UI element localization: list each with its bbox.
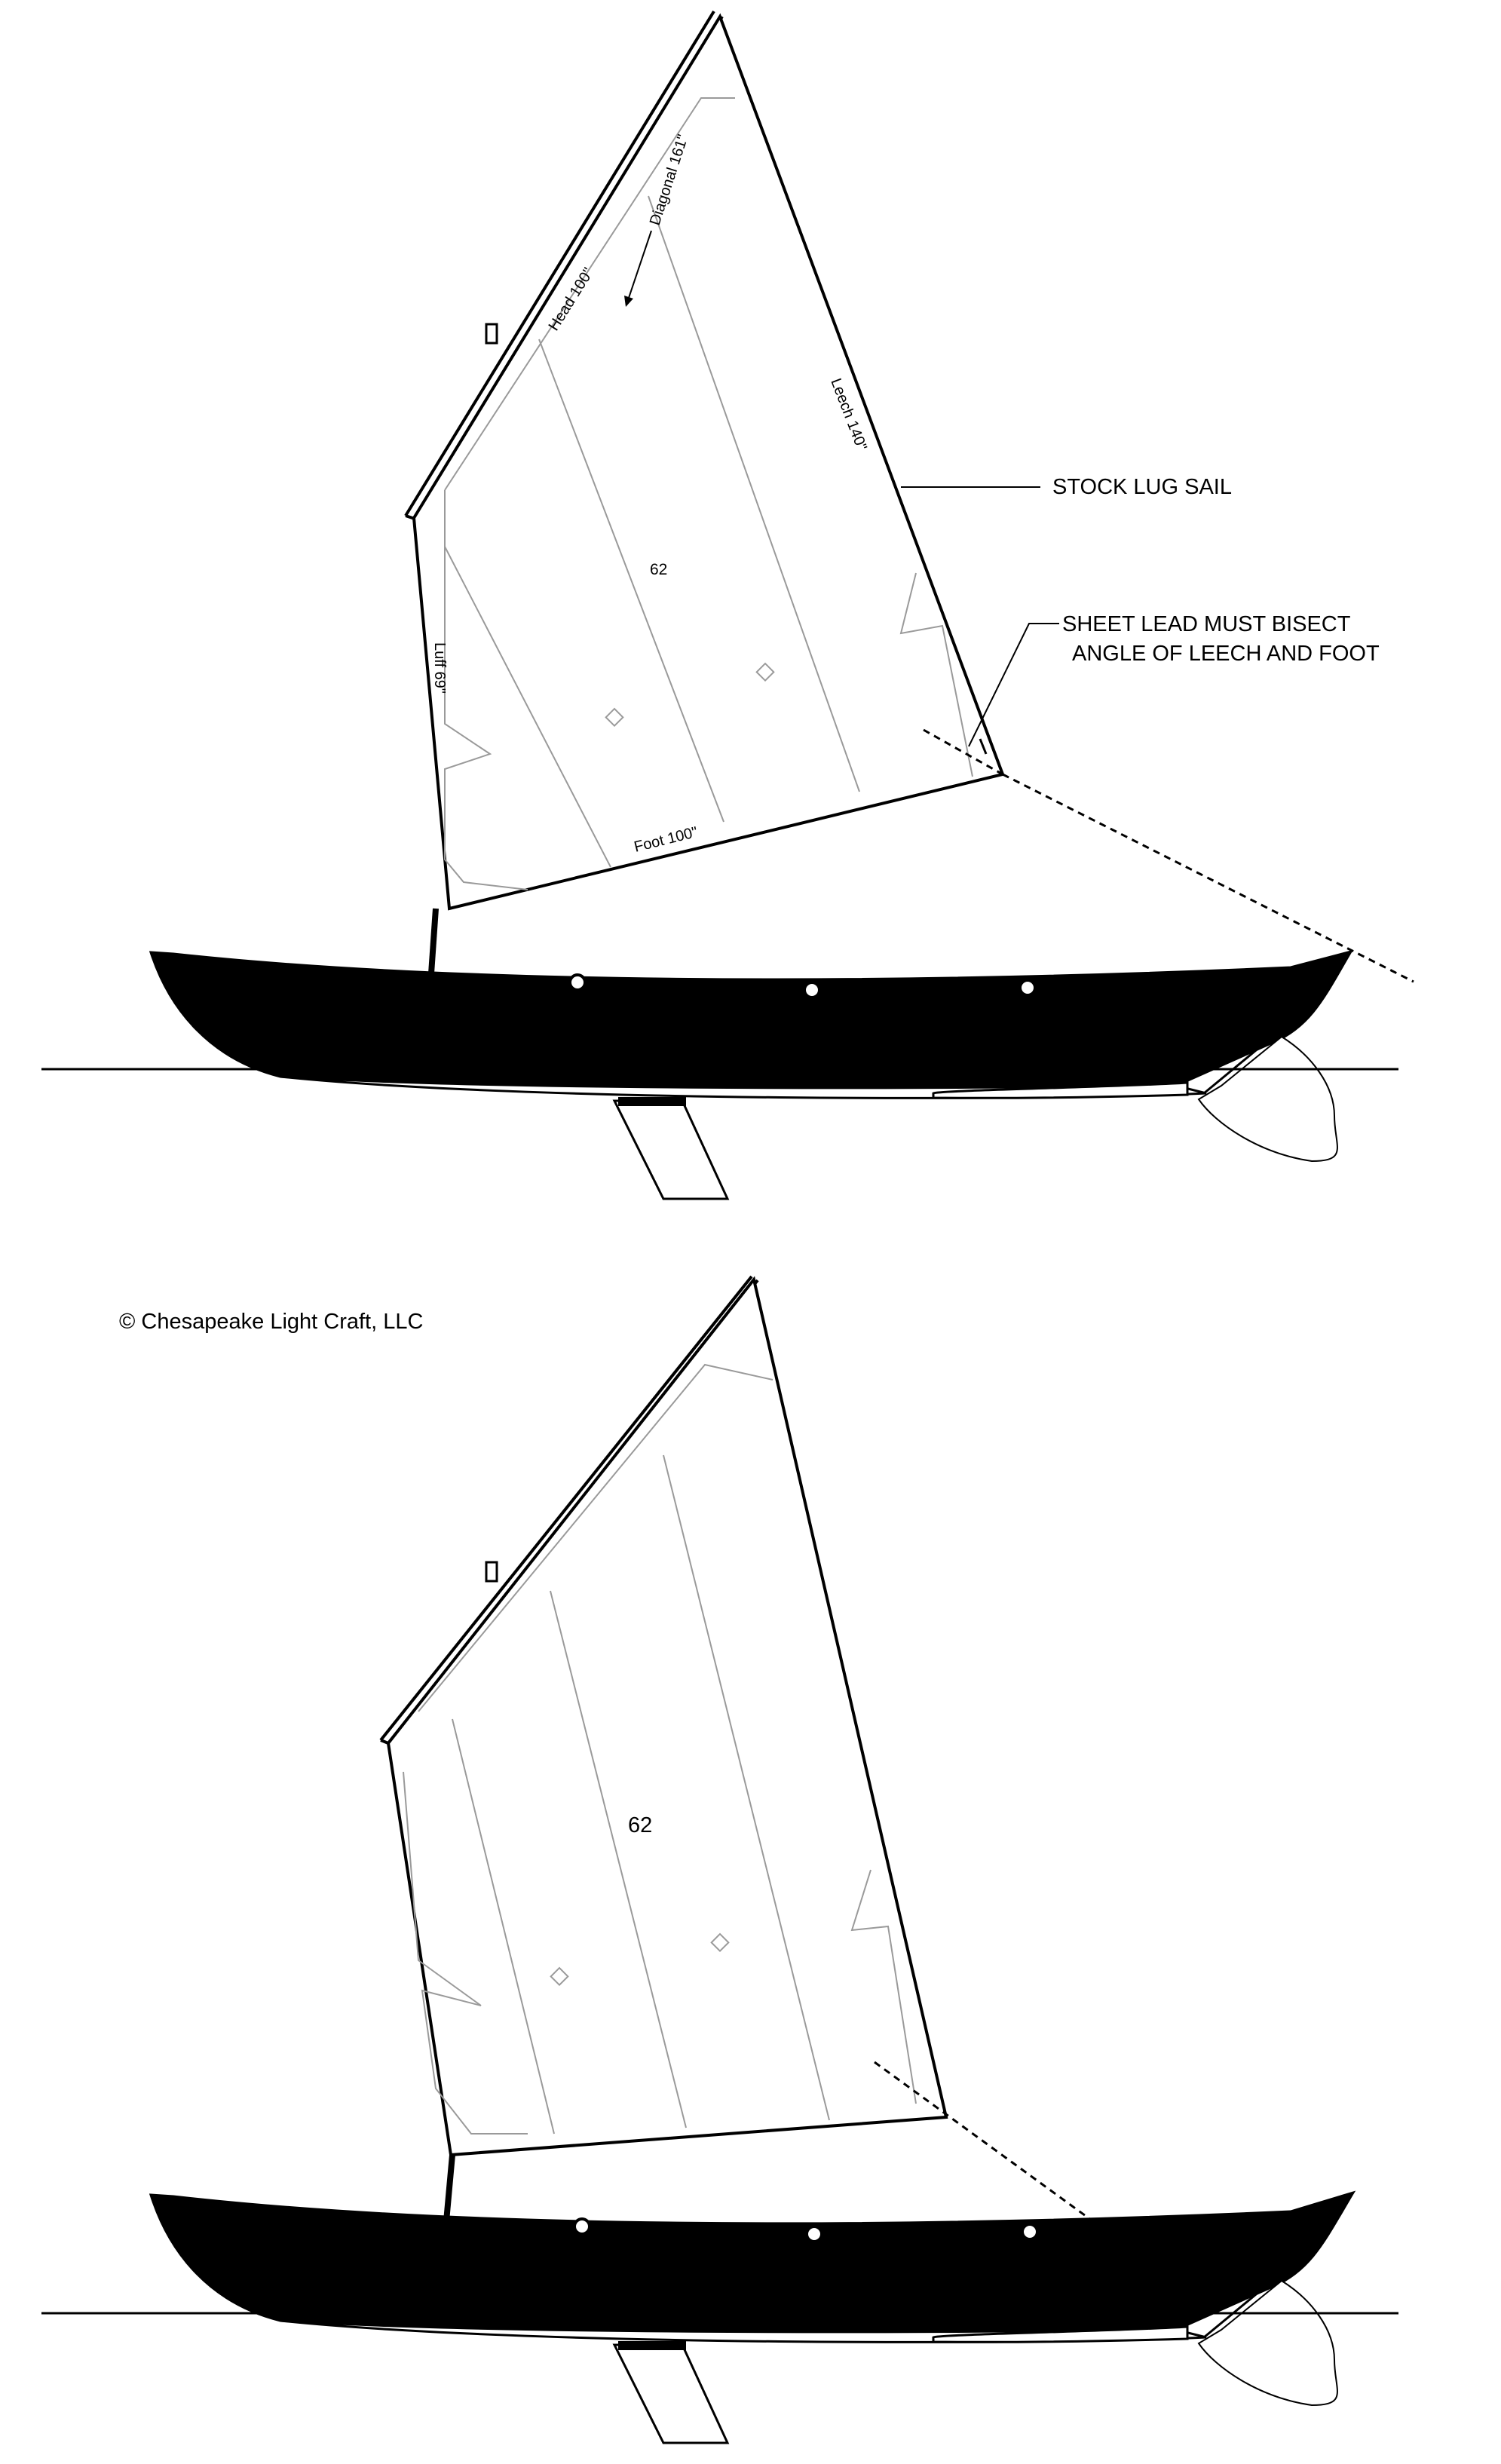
top-sail-number: 62 bbox=[650, 561, 668, 578]
sheet-lead-note-line1: SHEET LEAD MUST BISECT bbox=[1062, 612, 1351, 636]
head-dimension-label: Head 100" bbox=[545, 265, 597, 334]
stock-lug-sail-label: STOCK LUG SAIL bbox=[1052, 475, 1232, 499]
diagonal-dimension-label: Diagonal 161" bbox=[646, 132, 692, 228]
bottom-sail-number: 62 bbox=[628, 1813, 653, 1837]
top-sail-plan bbox=[41, 11, 1414, 1199]
leech-dimension-label: Leech 140" bbox=[827, 375, 870, 453]
top-sail-outline bbox=[414, 17, 1003, 909]
copyright-text: © Chesapeake Light Craft, LLC bbox=[119, 1310, 424, 1334]
luff-dimension-label: Luff 69" bbox=[431, 642, 448, 694]
bottom-sail-plan bbox=[41, 1276, 1398, 2443]
sheet-lead-note-line2: ANGLE OF LEECH AND FOOT bbox=[1072, 642, 1380, 666]
top-hull bbox=[151, 952, 1351, 1199]
bottom-hull bbox=[151, 2193, 1353, 2443]
foot-dimension-label: Foot 100" bbox=[632, 823, 700, 856]
